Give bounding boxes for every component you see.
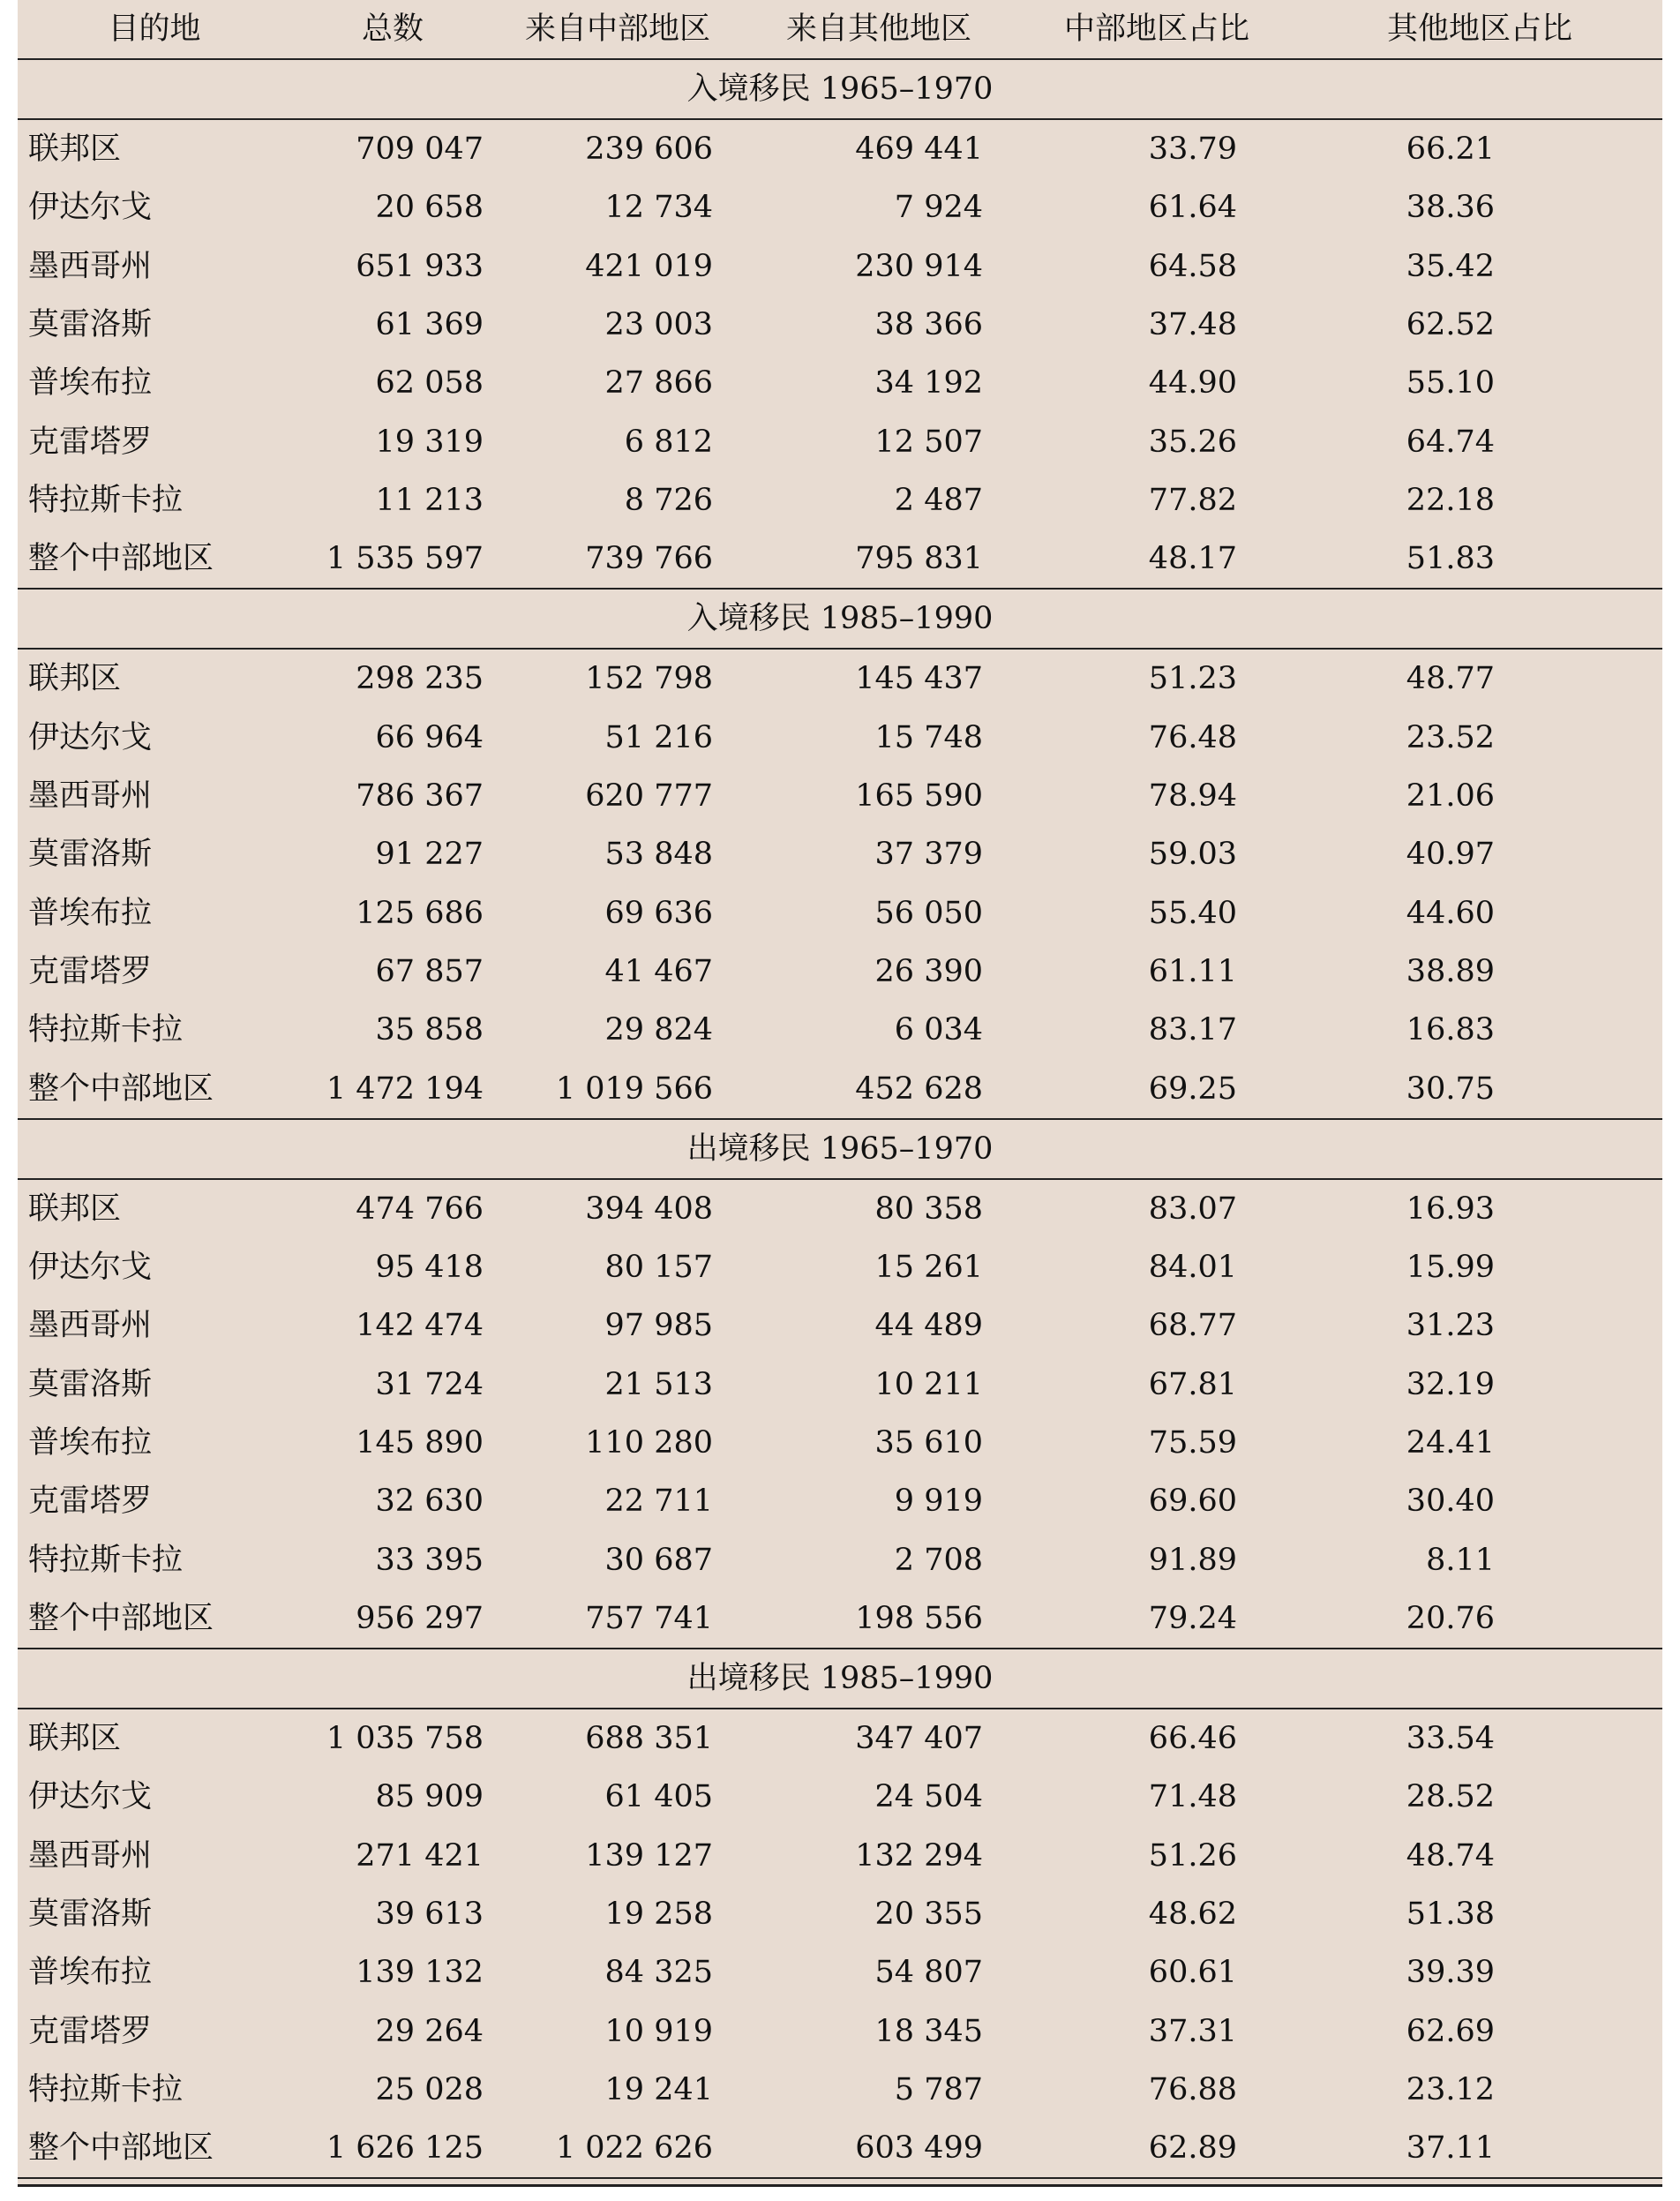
total-cell: 39 613 <box>375 1897 484 1932</box>
destination-cell: 伊达尔戈 <box>28 1779 153 1815</box>
total-cell: 33 395 <box>375 1542 484 1578</box>
from-central-cell: 41 467 <box>604 954 713 990</box>
table-row <box>18 1001 1662 1059</box>
from-central-cell: 84 325 <box>604 1955 713 1991</box>
from-other-cell: 165 590 <box>855 777 983 814</box>
destination-cell: 克雷塔罗 <box>28 2013 153 2049</box>
table-row <box>18 1355 1662 1413</box>
other-share-cell: 48.77 <box>1406 661 1495 697</box>
from-central-cell: 757 741 <box>494 1589 741 1649</box>
destination-cell: 伊达尔戈 <box>28 1249 153 1285</box>
central-share-cell: 48.62 <box>1148 1897 1237 1932</box>
from-central-cell: 53 848 <box>604 837 713 873</box>
total-cell: 91 227 <box>375 837 484 873</box>
other-share-cell: 16.93 <box>1406 1191 1495 1227</box>
from-other-cell: 132 294 <box>855 1837 983 1874</box>
table-row <box>18 1531 1662 1589</box>
header-row <box>18 0 1662 59</box>
from-other-cell: 230 914 <box>855 248 983 284</box>
from-central-cell: 23 003 <box>604 306 713 342</box>
destination-cell: 整个中部地区 <box>18 530 291 589</box>
table-row <box>18 1589 1662 1649</box>
header-total: 总数 <box>291 0 494 59</box>
header-other-share: 其他地区占比 <box>1297 0 1662 59</box>
total-cell: 62 058 <box>375 365 484 402</box>
central-share-cell: 55.40 <box>1148 895 1237 931</box>
from-central-cell: 61 405 <box>604 1779 713 1815</box>
destination-cell: 联邦区 <box>28 1721 122 1757</box>
from-other-cell: 54 807 <box>874 1955 983 1991</box>
other-share-cell: 15.99 <box>1406 1249 1495 1285</box>
total-cell: 61 369 <box>375 306 484 342</box>
from-other-cell: 56 050 <box>874 895 983 931</box>
destination-cell: 特拉斯卡拉 <box>28 2072 184 2108</box>
total-cell: 19 319 <box>375 424 484 460</box>
total-cell: 139 132 <box>356 1955 484 1991</box>
other-share-cell: 55.10 <box>1406 365 1495 402</box>
table-row <box>18 2061 1662 2119</box>
central-share-cell: 35.26 <box>1148 424 1237 460</box>
central-share-cell: 71.48 <box>1148 1779 1237 1815</box>
from-other-cell: 452 628 <box>741 1060 1016 1119</box>
central-share-cell: 33.79 <box>1148 131 1237 167</box>
total-cell: 1 626 125 <box>291 2119 494 2178</box>
central-share-cell: 68.77 <box>1148 1308 1237 1344</box>
other-share-cell: 33.54 <box>1406 1721 1495 1757</box>
table-row <box>18 2002 1662 2061</box>
destination-cell: 墨西哥州 <box>28 777 153 814</box>
from-central-cell: 30 687 <box>604 1542 713 1578</box>
total-cell: 66 964 <box>375 719 484 755</box>
total-cell: 474 766 <box>356 1191 484 1227</box>
other-share-cell: 38.36 <box>1406 190 1495 226</box>
section-title-row <box>18 1119 1662 1179</box>
other-share-cell: 23.12 <box>1406 2072 1495 2108</box>
table-row <box>18 708 1662 766</box>
destination-cell: 莫雷洛斯 <box>28 1366 153 1402</box>
table-row <box>18 825 1662 883</box>
other-share-cell: 40.97 <box>1406 837 1495 873</box>
from-central-cell: 239 606 <box>585 131 713 167</box>
central-share-cell: 75.59 <box>1148 1425 1237 1461</box>
from-other-cell: 35 610 <box>874 1425 983 1461</box>
section-title-row <box>18 59 1662 119</box>
from-central-cell: 12 734 <box>604 190 713 226</box>
table-row <box>18 1768 1662 1826</box>
destination-cell: 克雷塔罗 <box>28 954 153 990</box>
table-row <box>18 471 1662 530</box>
from-central-cell: 110 280 <box>585 1425 713 1461</box>
other-share-cell: 32.19 <box>1406 1366 1495 1402</box>
from-central-cell: 22 711 <box>604 1484 713 1520</box>
from-central-cell: 1 019 566 <box>494 1060 741 1119</box>
table-row <box>18 237 1662 295</box>
from-central-cell: 620 777 <box>585 777 713 814</box>
central-share-cell: 37.48 <box>1148 306 1237 342</box>
from-central-cell: 139 127 <box>585 1837 713 1874</box>
central-share-cell: 51.23 <box>1148 661 1237 697</box>
other-share-cell: 62.52 <box>1406 306 1495 342</box>
from-central-cell: 80 157 <box>604 1249 713 1285</box>
from-other-cell: 38 366 <box>874 306 983 342</box>
total-cell: 271 421 <box>356 1837 484 1874</box>
destination-cell: 墨西哥州 <box>28 1837 153 1874</box>
total-cell: 1 035 758 <box>326 1721 484 1757</box>
table-row <box>18 1296 1662 1355</box>
header-from-other: 来自其他地区 <box>741 0 1016 59</box>
total-cell: 11 213 <box>375 483 484 519</box>
from-other-cell: 34 192 <box>874 365 983 402</box>
destination-cell: 特拉斯卡拉 <box>28 483 184 519</box>
central-share-cell: 48.17 <box>1016 530 1297 589</box>
from-other-cell: 20 355 <box>874 1897 983 1932</box>
other-share-cell: 16.83 <box>1406 1012 1495 1048</box>
central-share-cell: 51.26 <box>1148 1837 1237 1874</box>
table-row <box>18 119 1662 178</box>
section-title-row <box>18 1649 1662 1709</box>
total-cell: 145 890 <box>356 1425 484 1461</box>
other-share-cell: 30.40 <box>1406 1484 1495 1520</box>
from-other-cell: 145 437 <box>855 661 983 697</box>
central-share-cell: 62.89 <box>1016 2119 1297 2178</box>
central-share-cell: 44.90 <box>1148 365 1237 402</box>
central-share-cell: 83.07 <box>1148 1191 1237 1227</box>
from-central-cell: 69 636 <box>604 895 713 931</box>
other-share-cell: 37.11 <box>1297 2119 1662 2178</box>
table-row <box>18 296 1662 354</box>
from-other-cell: 795 831 <box>741 530 1016 589</box>
other-share-cell: 30.75 <box>1297 1060 1662 1119</box>
central-share-cell: 69.25 <box>1016 1060 1297 1119</box>
other-share-cell: 23.52 <box>1406 719 1495 755</box>
section-title-row <box>18 589 1662 649</box>
other-share-cell: 31.23 <box>1406 1308 1495 1344</box>
table-row <box>18 2119 1662 2178</box>
from-central-cell: 27 866 <box>604 365 713 402</box>
central-share-cell: 61.11 <box>1148 954 1237 990</box>
other-share-cell: 48.74 <box>1406 1837 1495 1874</box>
destination-cell: 整个中部地区 <box>18 1060 291 1119</box>
section-title: 出境移民 1965–1970 <box>18 1119 1662 1179</box>
destination-cell: 整个中部地区 <box>18 2119 291 2178</box>
section-title: 入境移民 1985–1990 <box>18 589 1662 649</box>
destination-cell: 克雷塔罗 <box>28 1484 153 1520</box>
other-share-cell: 51.38 <box>1406 1897 1495 1932</box>
from-other-cell: 5 787 <box>894 2072 983 2108</box>
total-cell: 142 474 <box>356 1308 484 1344</box>
total-cell: 651 933 <box>356 248 484 284</box>
table-row <box>18 178 1662 237</box>
destination-cell: 伊达尔戈 <box>28 719 153 755</box>
destination-cell: 联邦区 <box>28 131 122 167</box>
table-row <box>18 943 1662 1001</box>
section-title: 出境移民 1985–1990 <box>18 1649 1662 1709</box>
from-central-cell: 1 022 626 <box>494 2119 741 2178</box>
from-central-cell: 19 258 <box>604 1897 713 1932</box>
table-row <box>18 1885 1662 1943</box>
central-share-cell: 61.64 <box>1148 190 1237 226</box>
table-row <box>18 1826 1662 1884</box>
other-share-cell: 24.41 <box>1406 1425 1495 1461</box>
table-body <box>18 59 1662 2178</box>
table-row <box>18 530 1662 589</box>
other-share-cell: 22.18 <box>1406 483 1495 519</box>
from-other-cell: 18 345 <box>874 2013 983 2049</box>
from-other-cell: 10 211 <box>874 1366 983 1402</box>
from-other-cell: 198 556 <box>741 1589 1016 1649</box>
central-share-cell: 77.82 <box>1148 483 1237 519</box>
central-share-cell: 83.17 <box>1148 1012 1237 1048</box>
table-row <box>18 1179 1662 1238</box>
central-share-cell: 37.31 <box>1148 2013 1237 2049</box>
table-row <box>18 649 1662 708</box>
table-row <box>18 767 1662 825</box>
total-cell: 125 686 <box>356 895 484 931</box>
central-share-cell: 69.60 <box>1148 1484 1237 1520</box>
destination-cell: 墨西哥州 <box>28 248 153 284</box>
other-share-cell: 44.60 <box>1406 895 1495 931</box>
total-cell: 709 047 <box>356 131 484 167</box>
from-other-cell: 12 507 <box>874 424 983 460</box>
destination-cell: 普埃布拉 <box>28 365 153 402</box>
total-cell: 956 297 <box>291 1589 494 1649</box>
total-cell: 1 535 597 <box>291 530 494 589</box>
header-destination: 目的地 <box>18 0 291 59</box>
from-central-cell: 51 216 <box>604 719 713 755</box>
from-other-cell: 24 504 <box>874 1779 983 1815</box>
from-other-cell: 15 261 <box>874 1249 983 1285</box>
central-share-cell: 64.58 <box>1148 248 1237 284</box>
total-cell: 1 472 194 <box>291 1060 494 1119</box>
from-other-cell: 7 924 <box>894 190 983 226</box>
destination-cell: 整个中部地区 <box>18 1589 291 1649</box>
other-share-cell: 38.89 <box>1406 954 1495 990</box>
total-cell: 32 630 <box>375 1484 484 1520</box>
other-share-cell: 21.06 <box>1406 777 1495 814</box>
from-other-cell: 9 919 <box>894 1484 983 1520</box>
central-share-cell: 60.61 <box>1148 1955 1237 1991</box>
table-row <box>18 1943 1662 2002</box>
from-central-cell: 152 798 <box>585 661 713 697</box>
from-other-cell: 15 748 <box>874 719 983 755</box>
other-share-cell: 20.76 <box>1297 1589 1662 1649</box>
central-share-cell: 59.03 <box>1148 837 1237 873</box>
other-share-cell: 64.74 <box>1406 424 1495 460</box>
section-title: 入境移民 1965–1970 <box>18 59 1662 119</box>
destination-cell: 墨西哥州 <box>28 1308 153 1344</box>
other-share-cell: 28.52 <box>1406 1779 1495 1815</box>
from-other-cell: 37 379 <box>874 837 983 873</box>
table-row <box>18 1414 1662 1472</box>
other-share-cell: 39.39 <box>1406 1955 1495 1991</box>
destination-cell: 特拉斯卡拉 <box>28 1542 184 1578</box>
table-row <box>18 413 1662 471</box>
table-row <box>18 1472 1662 1530</box>
destination-cell: 普埃布拉 <box>28 1955 153 1991</box>
total-cell: 31 724 <box>375 1366 484 1402</box>
total-cell: 25 028 <box>375 2072 484 2108</box>
central-share-cell: 66.46 <box>1148 1721 1237 1757</box>
from-other-cell: 26 390 <box>874 954 983 990</box>
table-row <box>18 884 1662 943</box>
destination-cell: 克雷塔罗 <box>28 424 153 460</box>
destination-cell: 莫雷洛斯 <box>28 306 153 342</box>
central-share-cell: 76.48 <box>1148 719 1237 755</box>
migration-table <box>18 0 1662 2179</box>
central-share-cell: 76.88 <box>1148 2072 1237 2108</box>
destination-cell: 联邦区 <box>28 1191 122 1227</box>
from-central-cell: 29 824 <box>604 1012 713 1048</box>
from-central-cell: 21 513 <box>604 1366 713 1402</box>
other-share-cell: 8.11 <box>1426 1542 1495 1578</box>
destination-cell: 莫雷洛斯 <box>28 837 153 873</box>
total-cell: 786 367 <box>356 777 484 814</box>
from-central-cell: 739 766 <box>494 530 741 589</box>
table-row <box>18 1060 1662 1119</box>
from-central-cell: 8 726 <box>624 483 713 519</box>
total-cell: 29 264 <box>375 2013 484 2049</box>
total-cell: 67 857 <box>375 954 484 990</box>
table-row <box>18 1238 1662 1296</box>
total-cell: 20 658 <box>375 190 484 226</box>
central-share-cell: 67.81 <box>1148 1366 1237 1402</box>
from-other-cell: 44 489 <box>874 1308 983 1344</box>
destination-cell: 莫雷洛斯 <box>28 1897 153 1932</box>
from-central-cell: 6 812 <box>624 424 713 460</box>
from-central-cell: 421 019 <box>585 248 713 284</box>
from-other-cell: 2 487 <box>894 483 983 519</box>
total-cell: 95 418 <box>375 1249 484 1285</box>
from-other-cell: 469 441 <box>855 131 983 167</box>
central-share-cell: 79.24 <box>1016 1589 1297 1649</box>
migration-table-container <box>18 0 1662 2187</box>
other-share-cell: 66.21 <box>1406 131 1495 167</box>
central-share-cell: 78.94 <box>1148 777 1237 814</box>
table-row <box>18 354 1662 412</box>
destination-cell: 联邦区 <box>28 661 122 697</box>
header-central-share: 中部地区占比 <box>1016 0 1297 59</box>
total-cell: 298 235 <box>356 661 484 697</box>
from-central-cell: 10 919 <box>604 2013 713 2049</box>
central-share-cell: 84.01 <box>1148 1249 1237 1285</box>
destination-cell: 普埃布拉 <box>28 895 153 931</box>
table-row <box>18 1709 1662 1768</box>
other-share-cell: 62.69 <box>1406 2013 1495 2049</box>
total-cell: 85 909 <box>375 1779 484 1815</box>
central-share-cell: 91.89 <box>1148 1542 1237 1578</box>
from-central-cell: 19 241 <box>604 2072 713 2108</box>
from-other-cell: 347 407 <box>855 1721 983 1757</box>
from-central-cell: 394 408 <box>585 1191 713 1227</box>
table-header <box>18 0 1662 59</box>
other-share-cell: 51.83 <box>1297 530 1662 589</box>
header-from-central: 来自中部地区 <box>494 0 741 59</box>
other-share-cell: 35.42 <box>1406 248 1495 284</box>
total-cell: 35 858 <box>375 1012 484 1048</box>
from-other-cell: 6 034 <box>894 1012 983 1048</box>
from-other-cell: 2 708 <box>894 1542 983 1578</box>
from-central-cell: 688 351 <box>585 1721 713 1757</box>
from-central-cell: 97 985 <box>604 1308 713 1344</box>
from-other-cell: 80 358 <box>874 1191 983 1227</box>
destination-cell: 伊达尔戈 <box>28 190 153 226</box>
destination-cell: 普埃布拉 <box>28 1425 153 1461</box>
destination-cell: 特拉斯卡拉 <box>28 1012 184 1048</box>
from-other-cell: 603 499 <box>741 2119 1016 2178</box>
